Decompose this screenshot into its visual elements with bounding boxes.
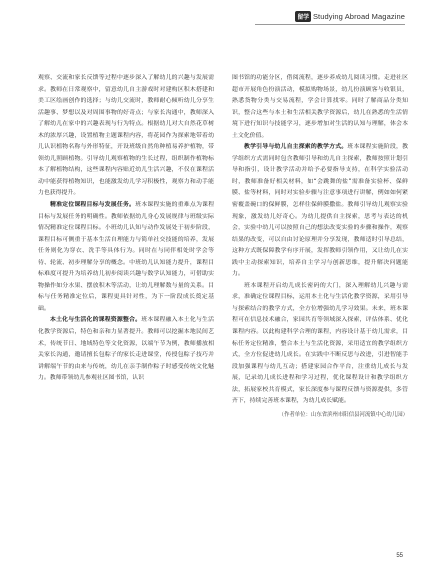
left-column	[38, 73, 214, 385]
paragraph	[232, 142, 408, 281]
page-number: 55	[396, 553, 403, 559]
paragraph	[38, 200, 214, 315]
paragraph	[232, 73, 408, 142]
paragraph-lead: 精准定位课程目标与发展任务。	[50, 202, 136, 209]
right-column	[232, 73, 408, 421]
paragraph	[232, 281, 408, 408]
paragraph-text: 观察、交流和家长反馈等过程中逐步深入了解幼儿的兴趣与发展需求。教师在日常观察中，留意幼儿自主游戏时对建构区积木搭建和美工区绘画创作的选择；与幼儿交流时，教师耐心倾听幼儿分享生活趣事、梦想以及对周围事物的好奇点；与家长沟通中，教师深入了解幼儿在家中的兴趣表现与行为特点。根据幼儿对大自然花草树木的浓厚兴趣，设置植物主题课程内容，将花园作为探索地带着幼儿认识植物名称与外形特征，开设班级自然角种植易养护植物，带领幼儿照顾植物。引导幼儿观察植物的生长过程，组织制作植物标本了解植物结构，这些课程内容贴近幼儿生活兴趣，不仅在课程活动中能获得植物知识，也能激发幼儿学习积极性，观察力和动手能力也获得提升。	[38, 75, 214, 197]
paragraph-text: 班本课程融入本土化与生活化教学资源后，特色和亲和力显著提升。教师可以挖掘本地民间艺术，传统节日、地域特色等文化资源，以端午节为例，教师播放相关家长沟通，邀请擅长包粽子的家长走进课堂，传授包粽子技巧并讲解端午节的由来与传统，幼儿在亲手制作粽子时感受传统文化魅力。教师带领幼儿参观社区图书馆，认识	[38, 317, 215, 382]
paragraph-text: 班本课程实施的重难点为课程目标与发展任务的明确性。教师依据幼儿身心发展规律与班级实际情况精准定位课程目标。小班幼儿认知与动作发展处于初步阶段，课程目标可侧重于基本生活自理能力与简单社交技能的培养，发展任务则化为穿衣、洗手等具体行为。同时在与同伴相处时学会等待、轮流、初步理解分享的概念。中班幼儿认知能力提升，课程目标难度可提升为培养幼儿初步阅读兴趣与数学认知能力，可借助实物操作如分水果、摆放积木等活动，让幼儿理解数与量的关系。目标与任务精准定位后，课程更具针对性，为下一阶段成长奠定基础。	[38, 202, 215, 312]
header-rule	[255, 24, 405, 25]
magazine-title: Studying Abroad Magazine	[312, 11, 405, 21]
author-affiliation: （作者单位：山东省滨州市阳信县河流镇中心幼儿园）	[278, 411, 408, 418]
magazine-header	[295, 10, 405, 22]
paragraph-text: 图书馆的功能分区，借阅流程，逐步养成幼儿阅读习惯。走进社区超市开展角色扮演活动，模拟购物场景，幼儿扮演顾客与收银员，熟悉货物分类与交易流程，学会计算找零。同时了解商品分类知识，整合这些与本土和生活相关教学资源后，幼儿在熟悉的生活情境下进行知识与技能学习，逐步增加对生活的认知与理解，体会本土文化价值。	[232, 75, 408, 139]
paragraph	[38, 315, 214, 384]
paragraph-lead: 教学引导与幼儿自主探索的教学方式。	[244, 144, 348, 151]
paragraph-text: 班本课程开启幼儿成长密码的大门，深入理解幼儿兴趣与需求，准确定位课程目标，运用本土化与生活化教学资源，采用引导与探索结合的教学方式，全方位增强幼儿学习效果。未来，班本课程可在信息技术融合，家园共育等领域深入探索，评估体系、优化课程内容。以此构建科学合理的课程，内容设计基于幼儿需求，目标任务定位精准，整合本土与生活化资源，采用适宜的教学组织方式，全方位促进幼儿成长。在实践中不断反思与改进，引进智能手段加强课程与幼儿互动；搭建家园合作平台，注重幼儿成长与发展，记录幼儿成长进程和学习过程，优化课程设计和教学组织方法，拓展家校共育模式，家长深度参与课程反馈与资源提供，多管齐下，持续完善班本课程，为幼儿成长赋能。	[232, 282, 408, 405]
paragraph	[38, 73, 214, 200]
paragraph-text: 班本课程实施阶段，教学组织方式需同时包含教师引导和幼儿自主探索，教师按照计划引导和指引，设计教学活动并给予必要指导支持，在科学实验活动时，教师准备好相关材料，如“会跳舞的盐”需准备实验杯、保鲜膜、盐等材料，同时对实验步骤与注意事项进行讲解，例如如何紧密覆盖碗口的保鲜膜，怎样往保鲜膜撒盐。教师引导幼儿观察实验现象，激发幼儿好奇心。为幼儿提供自主探索，思考与表达的机会，实验中幼儿可以按照自己的想法改变实验的步骤和操作，观察结果的改变，可以自由讨论原理并分享发现，教师适时引导总结，这种方式既保障教学有序开展，发挥教师引领作用，又让幼儿在实践中主动探索知识，培养自主学习与创新思维，提升解决问题能力。	[232, 144, 409, 278]
magazine-badge: 留学	[295, 11, 311, 22]
paragraph-lead: 本土化与生活化的课程资源整合。	[50, 317, 142, 324]
